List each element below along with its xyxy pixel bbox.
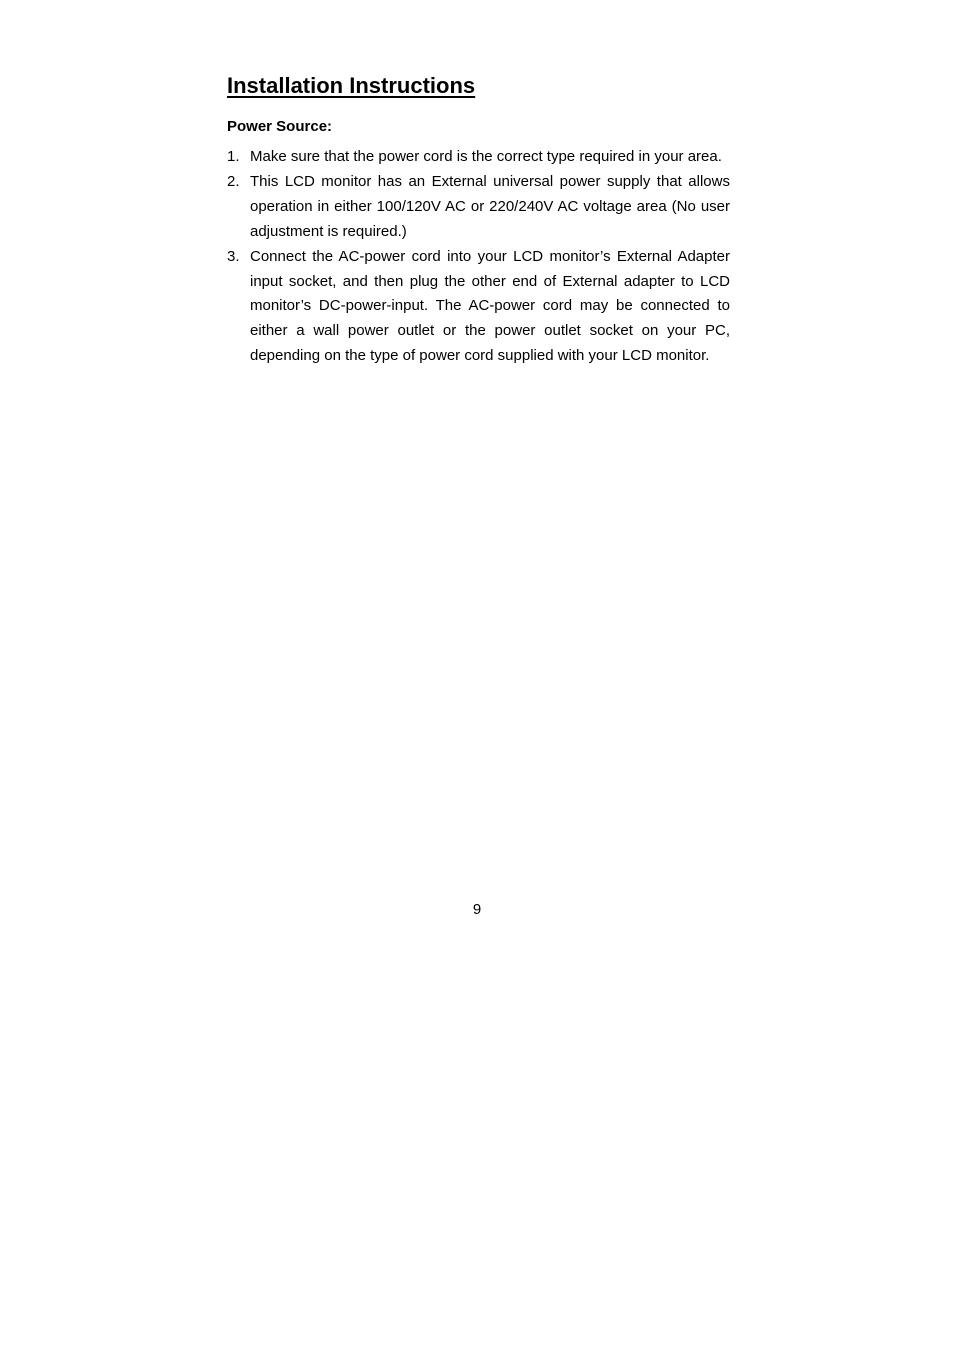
list-item-text: Make sure that the power cord is the correct type required in your area. [250, 148, 722, 165]
page-number: 9 [472, 901, 482, 918]
page-title: Installation Instructions [227, 73, 476, 98]
list-item-number: 1. [227, 148, 240, 165]
list-item-number: 3. [227, 247, 240, 265]
instruction-list [227, 145, 730, 369]
list-item [227, 245, 730, 370]
list-item-text: This LCD monitor has an External universal power supply that allows operation in either 100/120V AC or 220/240V AC voltage area (No user adjustment is required.) [250, 172, 730, 240]
section-heading-power-source: Power Source: [227, 118, 333, 135]
list-item-number: 2. [227, 172, 240, 190]
list-item-text: Connect the AC-power cord into your LCD monitor’s External Adapter input socket, and then plug the other end of External adapter to LCD monitor’s DC-power-input. The AC-power cord may be connected to either a wall power outlet or the power outlet socket on your PC, depending on the type of power cord supplied with your LCD monitor. [250, 247, 730, 365]
list-item [227, 145, 730, 170]
list-item [227, 170, 730, 245]
